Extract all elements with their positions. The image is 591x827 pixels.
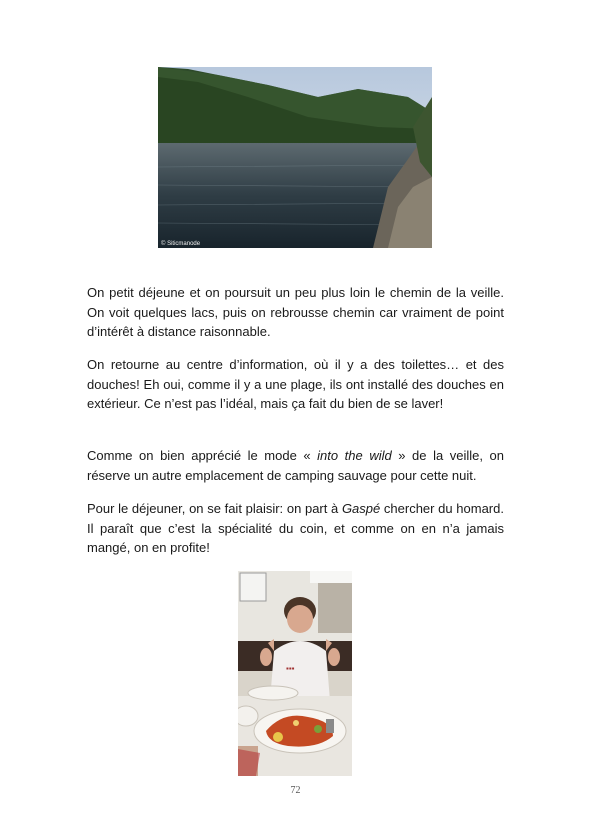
- paragraph-4-text-after: chercher du homard. Il paraît que c’est la spécialité du coin, et comme on en n’a jamais mangé, on en profite!: [87, 501, 504, 555]
- paragraph-4-text-before: Pour le déjeuner, on se fait plaisir: on part à: [87, 501, 342, 516]
- lobster-lunch-photo: [238, 571, 352, 776]
- paragraph-3-italic: into the wild: [317, 448, 392, 463]
- paragraph-2: On retourne au centre d’information, où il y a des toilettes… et des douches! Eh oui, comme il y a une plage, ils ont installé des douches en extérieur. Ce n’est pas l’idéal, mais ça fait du bien de se laver!: [87, 357, 504, 411]
- svg-text:▪▪▪: ▪▪▪: [286, 664, 295, 673]
- paragraph-3-text-after: » de la veille, on réserve un autre emplacement de camping sauvage pour cette nuit.: [87, 448, 504, 483]
- paragraph-3-text-before: Comme on bien apprécié le mode «: [87, 448, 318, 463]
- paragraph-1: On petit déjeune et on poursuit un peu plus loin le chemin de la veille. On voit quelques lacs, puis on rebrousse chemin car vraiment de point d’intérêt à distance raisonnable.: [87, 285, 504, 339]
- paragraph-3: [87, 446, 504, 485]
- paragraph-4-italic: Gaspé: [341, 501, 381, 516]
- photo-credit: © Siticmanode: [161, 241, 201, 247]
- page-number: 72: [290, 785, 301, 796]
- paragraph-4: [87, 499, 504, 558]
- lake-photo: [158, 67, 432, 248]
